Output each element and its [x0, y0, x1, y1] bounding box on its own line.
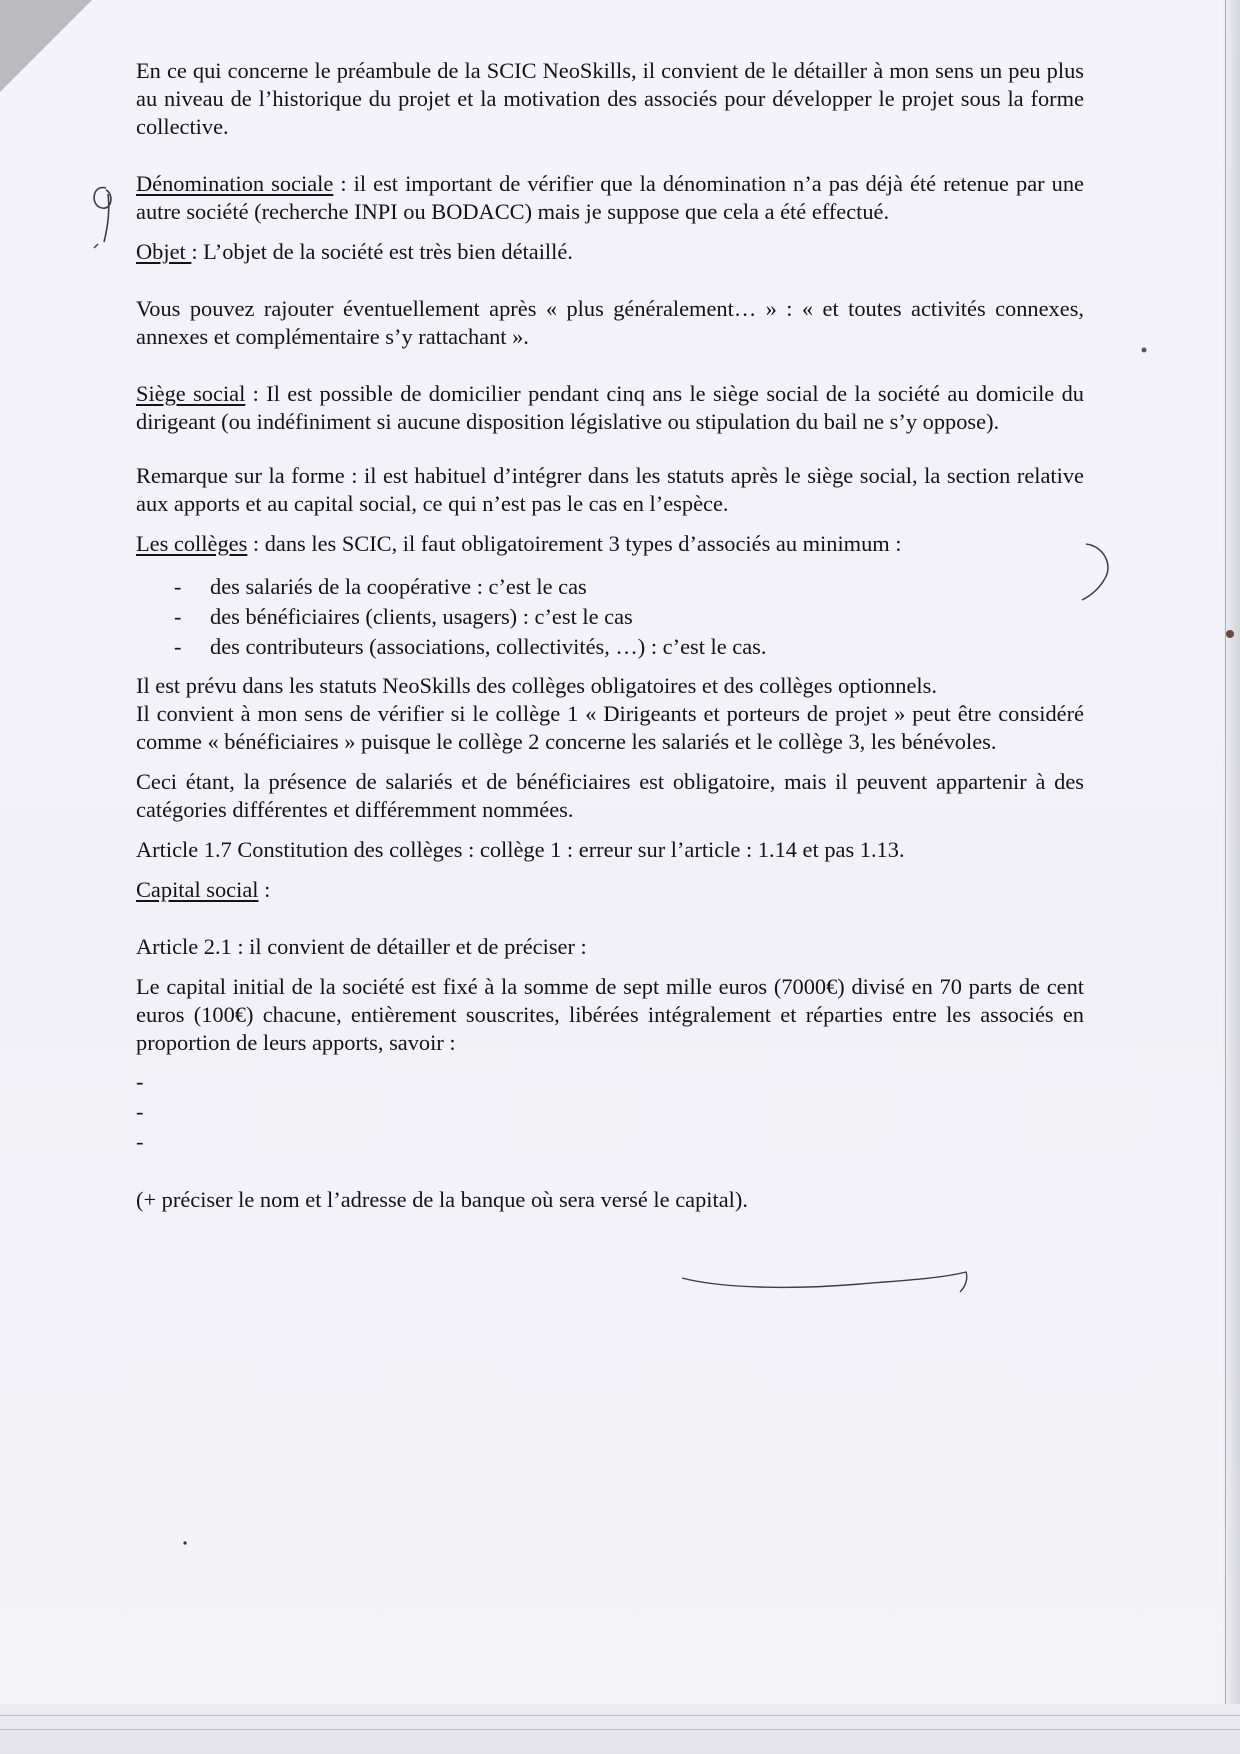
paragraph-article-1-7: Article 1.7 Constitution des collèges : collège 1 : erreur sur l’article : 1.14 et pas 1.13.: [136, 837, 905, 862]
blank-dash-line: -: [136, 1129, 144, 1154]
handwritten-bracket-mark: [1080, 540, 1120, 610]
paragraph-preamble: En ce qui concerne le préambule de la SCIC NeoSkills, il convient de le détailler à mon sens un peu plus au niveau de l’historique du projet et la motivation des associés pour développer le projet sous la forme collective.: [136, 58, 1084, 139]
paragraph-ceci-etant: Ceci étant, la présence de salariés et de bénéficiaires est obligatoire, mais il peuvent appartenir à des catégories différentes et différemment nommées.: [136, 769, 1084, 822]
ink-speck: [180, 1538, 190, 1548]
paragraph-capital-colon: :: [258, 877, 271, 902]
circled-phrase: libérées intégralement: [569, 1002, 772, 1027]
ink-speck: [1140, 344, 1150, 356]
paragraph-denomination-text: : il est important de vérifier que la dénomination n’a pas déjà été retenue par une autre société (recherche INPI ou BODACC) mais je suppose que cela a été effectué.: [136, 171, 1084, 224]
paragraph-siege-text: : Il est possible de domicilier pendant cinq ans le siège social de la société au domicile du dirigeant (ou indéfiniment si aucune disposition législative ou stipulation du bail ne s’y oppose).: [136, 381, 1084, 434]
list-item: - des bénéficiaires (clients, usagers) : c’est le cas: [174, 602, 1084, 632]
heading-les-colleges: Les collèges: [136, 531, 248, 556]
paragraph-objet: [136, 238, 1084, 266]
page-bottom-line: [0, 1729, 1240, 1730]
handwritten-annotation-mark: [84, 180, 124, 260]
paragraph-denomination: [136, 170, 1084, 226]
ink-speck: [1224, 626, 1238, 642]
list-item: - des salariés de la coopérative : c’est le cas: [174, 572, 1084, 602]
paragraph-colleges: [136, 530, 1084, 558]
blank-dash-line: -: [136, 1069, 144, 1094]
heading-capital-social: Capital social: [136, 877, 259, 902]
capital-text-part: Le capital initial de la société est fixé à la somme de sept mille euros (7000€) divisé en 70 parts de cent euros (100€) chacune, entièrement souscrites,: [136, 974, 1084, 1027]
paragraph-banque: (+ préciser le nom et l’adresse de la banque où sera versé le capital).: [136, 1187, 748, 1212]
heading-objet: Objet: [136, 239, 192, 264]
document-body: [136, 57, 1084, 1214]
college-types-list: [136, 572, 1084, 662]
folded-corner: [0, 0, 92, 92]
handwritten-underline-mark: [680, 1266, 980, 1296]
capital-text-part: et réparties entre les associés en proportion de leurs apports, savoir :: [136, 1002, 1084, 1055]
paragraph-objet-suggestion: Vous pouvez rajouter éventuellement après « plus généralement… » : « et toutes activités connexes, annexes et complémentaire s’y rattachant ».: [136, 296, 1084, 349]
page-right-edge-line: [1225, 0, 1226, 1754]
paragraph-college-1: Il convient à mon sens de vérifier si le collège 1 « Dirigeants et porteurs de projet » peut être considéré comme « bénéficiaires » puisque le collège 2 concerne les salariés et le collège 3, les bénévoles.: [136, 701, 1084, 754]
paragraph-capital-initial: [136, 973, 1084, 1057]
blank-dash-line: -: [136, 1099, 144, 1124]
paragraph-remarque-forme: Remarque sur la forme : il est habituel d’intégrer dans les statuts après le siège social, la section relative aux apports et au capital social, ce qui n’est pas le cas en l’espèce.: [136, 463, 1084, 516]
paragraph-colleges-statuts: Il est prévu dans les statuts NeoSkills des collèges obligatoires et des collèges optionnels.: [136, 673, 937, 698]
heading-denomination-sociale: Dénomination sociale: [136, 171, 334, 196]
paragraph-article-2-1: Article 2.1 : il convient de détailler et de préciser :: [136, 934, 587, 959]
paragraph-capital: [136, 876, 1084, 904]
paragraph-colleges-text: : dans les SCIC, il faut obligatoirement 3 types d’associés au minimum :: [247, 531, 902, 556]
paragraph-siege: [136, 380, 1084, 436]
heading-siege-social: Siège social: [136, 381, 246, 406]
page-bottom-line: [0, 1715, 1240, 1716]
paragraph-objet-text: : L’objet de la société est très bien détaillé.: [191, 239, 573, 264]
list-item: - des contributeurs (associations, collectivités, …) : c’est le cas.: [174, 632, 1084, 662]
